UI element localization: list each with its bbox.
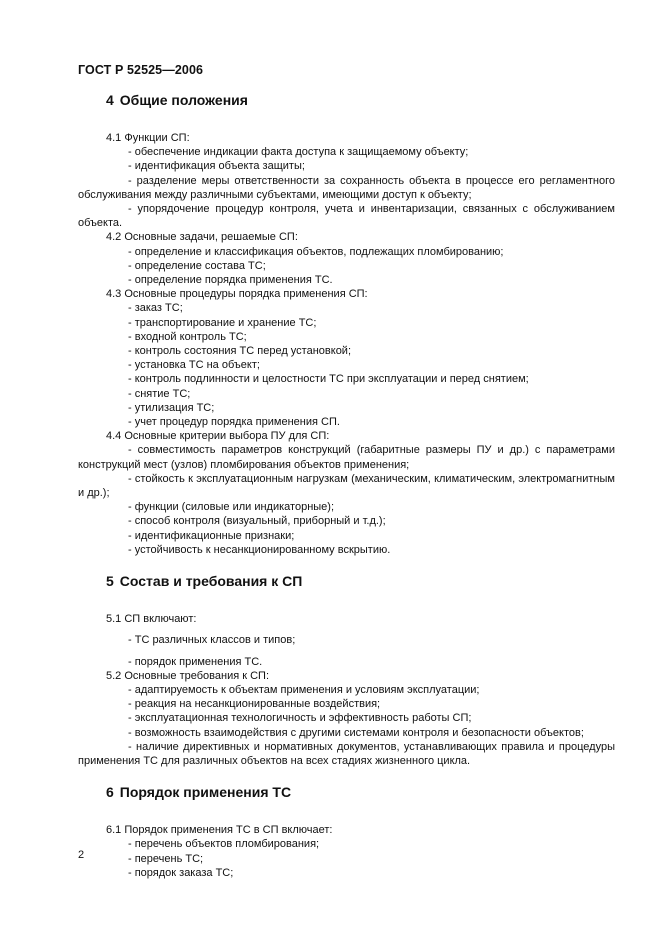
list-item: - определение и классификация объектов, подлежащих пломбированию;	[128, 245, 504, 258]
list-item: - обеспечение индикации факта доступа к защищаемому объекту;	[128, 146, 469, 159]
clause-4-4: 4.4 Основные критерии выбора ПУ для СП:	[106, 430, 330, 443]
list-item: - порядок заказа ТС;	[128, 866, 234, 879]
list-item: - упорядочение процедур контроля, учета и инвентаризации, связанных с обслуживанием объекта.	[78, 203, 615, 230]
section-number: 6	[106, 784, 114, 801]
list-item: - определение состава ТС;	[128, 259, 266, 272]
section-title: Порядок применения ТС	[119, 784, 292, 801]
section-title: Состав и требования к СП	[119, 573, 303, 590]
document-header: ГОСТ Р 52525—2006	[78, 63, 204, 77]
list-item: - входной контроль ТС;	[128, 330, 247, 343]
list-item: - реакция на несанкционированные воздействия;	[128, 698, 381, 711]
list-item: - ТС различных классов и типов;	[128, 634, 296, 647]
page-number: 2	[78, 849, 85, 861]
section-title: Общие положения	[119, 92, 248, 108]
list-item: - снятие ТС;	[128, 387, 191, 400]
list-item: - стойкость к эксплуатационным нагрузкам (механическим, климатическим, электромагнитным и др.);	[78, 472, 615, 500]
list-item: - совместимость параметров конструкций (габаритные размеры ПУ и др.) с параметрами конструкций мест (узлов) пломбирования объектов применения;	[78, 444, 615, 471]
list-item: - способ контроля (визуальный, приборный и т.д.);	[128, 515, 386, 528]
list-item: - возможность взаимодействия с другими системами контроля и безопасности объектов;	[128, 726, 584, 739]
list-item: - установка ТС на объект;	[128, 359, 260, 372]
section-number: 5	[106, 573, 114, 590]
list-item: - транспортирование и хранение ТС;	[128, 316, 317, 329]
clause-5-2: 5.2 Основные требования к СП:	[106, 669, 270, 682]
list-item: - эксплуатационная технологичность и эффективность работы СП;	[128, 712, 472, 725]
section-4-heading	[78, 92, 615, 108]
clause-4-1: 4.1 Функции СП:	[106, 132, 190, 144]
list-item: - перечень объектов пломбирования;	[128, 838, 320, 851]
list-item: - устойчивость к несанкционированному вскрытию.	[128, 543, 391, 556]
list-item: - идентификация объекта защиты;	[128, 160, 305, 173]
clause-5-1: 5.1 СП включают:	[106, 613, 197, 626]
section-5-heading	[78, 573, 615, 589]
list-item: - контроль подлинности и целостности ТС при эксплуатации и перед снятием;	[128, 373, 529, 386]
list-item: - адаптируемость к объектам применения и условиям эксплуатации;	[128, 683, 480, 696]
list-item: - идентификационные признаки;	[128, 529, 295, 542]
clause-4-3: 4.3 Основные процедуры порядка применения СП:	[106, 288, 368, 301]
list-item: - перечень ТС;	[128, 852, 204, 865]
list-item: - учет процедур порядка применения СП.	[128, 416, 340, 429]
list-item: - порядок применения ТС.	[128, 655, 263, 668]
list-item: - заказ ТС;	[128, 302, 183, 315]
document-body	[78, 92, 615, 880]
list-item: - наличие директивных и нормативных документов, устанавливающих правила и процедуры применения ТС для различных объектов на всех стадиях жизненного цикла.	[78, 740, 615, 767]
clause-6-1: 6.1 Порядок применения ТС в СП включает:	[106, 824, 333, 837]
list-item: - утилизация ТС;	[128, 401, 215, 414]
section-6-heading	[78, 784, 615, 800]
section-number: 4	[106, 92, 114, 108]
list-item: - разделение меры ответственности за сохранность объекта в процессе его регламентного обслуживания между различными субъектами, имеющими доступ к объекту;	[78, 174, 615, 201]
clause-4-2: 4.2 Основные задачи, решаемые СП:	[106, 231, 298, 244]
list-item: - контроль состояния ТС перед установкой;	[128, 345, 352, 358]
list-item: - определение порядка применения ТС.	[128, 274, 333, 287]
list-item: - функции (силовые или индикаторные);	[128, 501, 335, 514]
